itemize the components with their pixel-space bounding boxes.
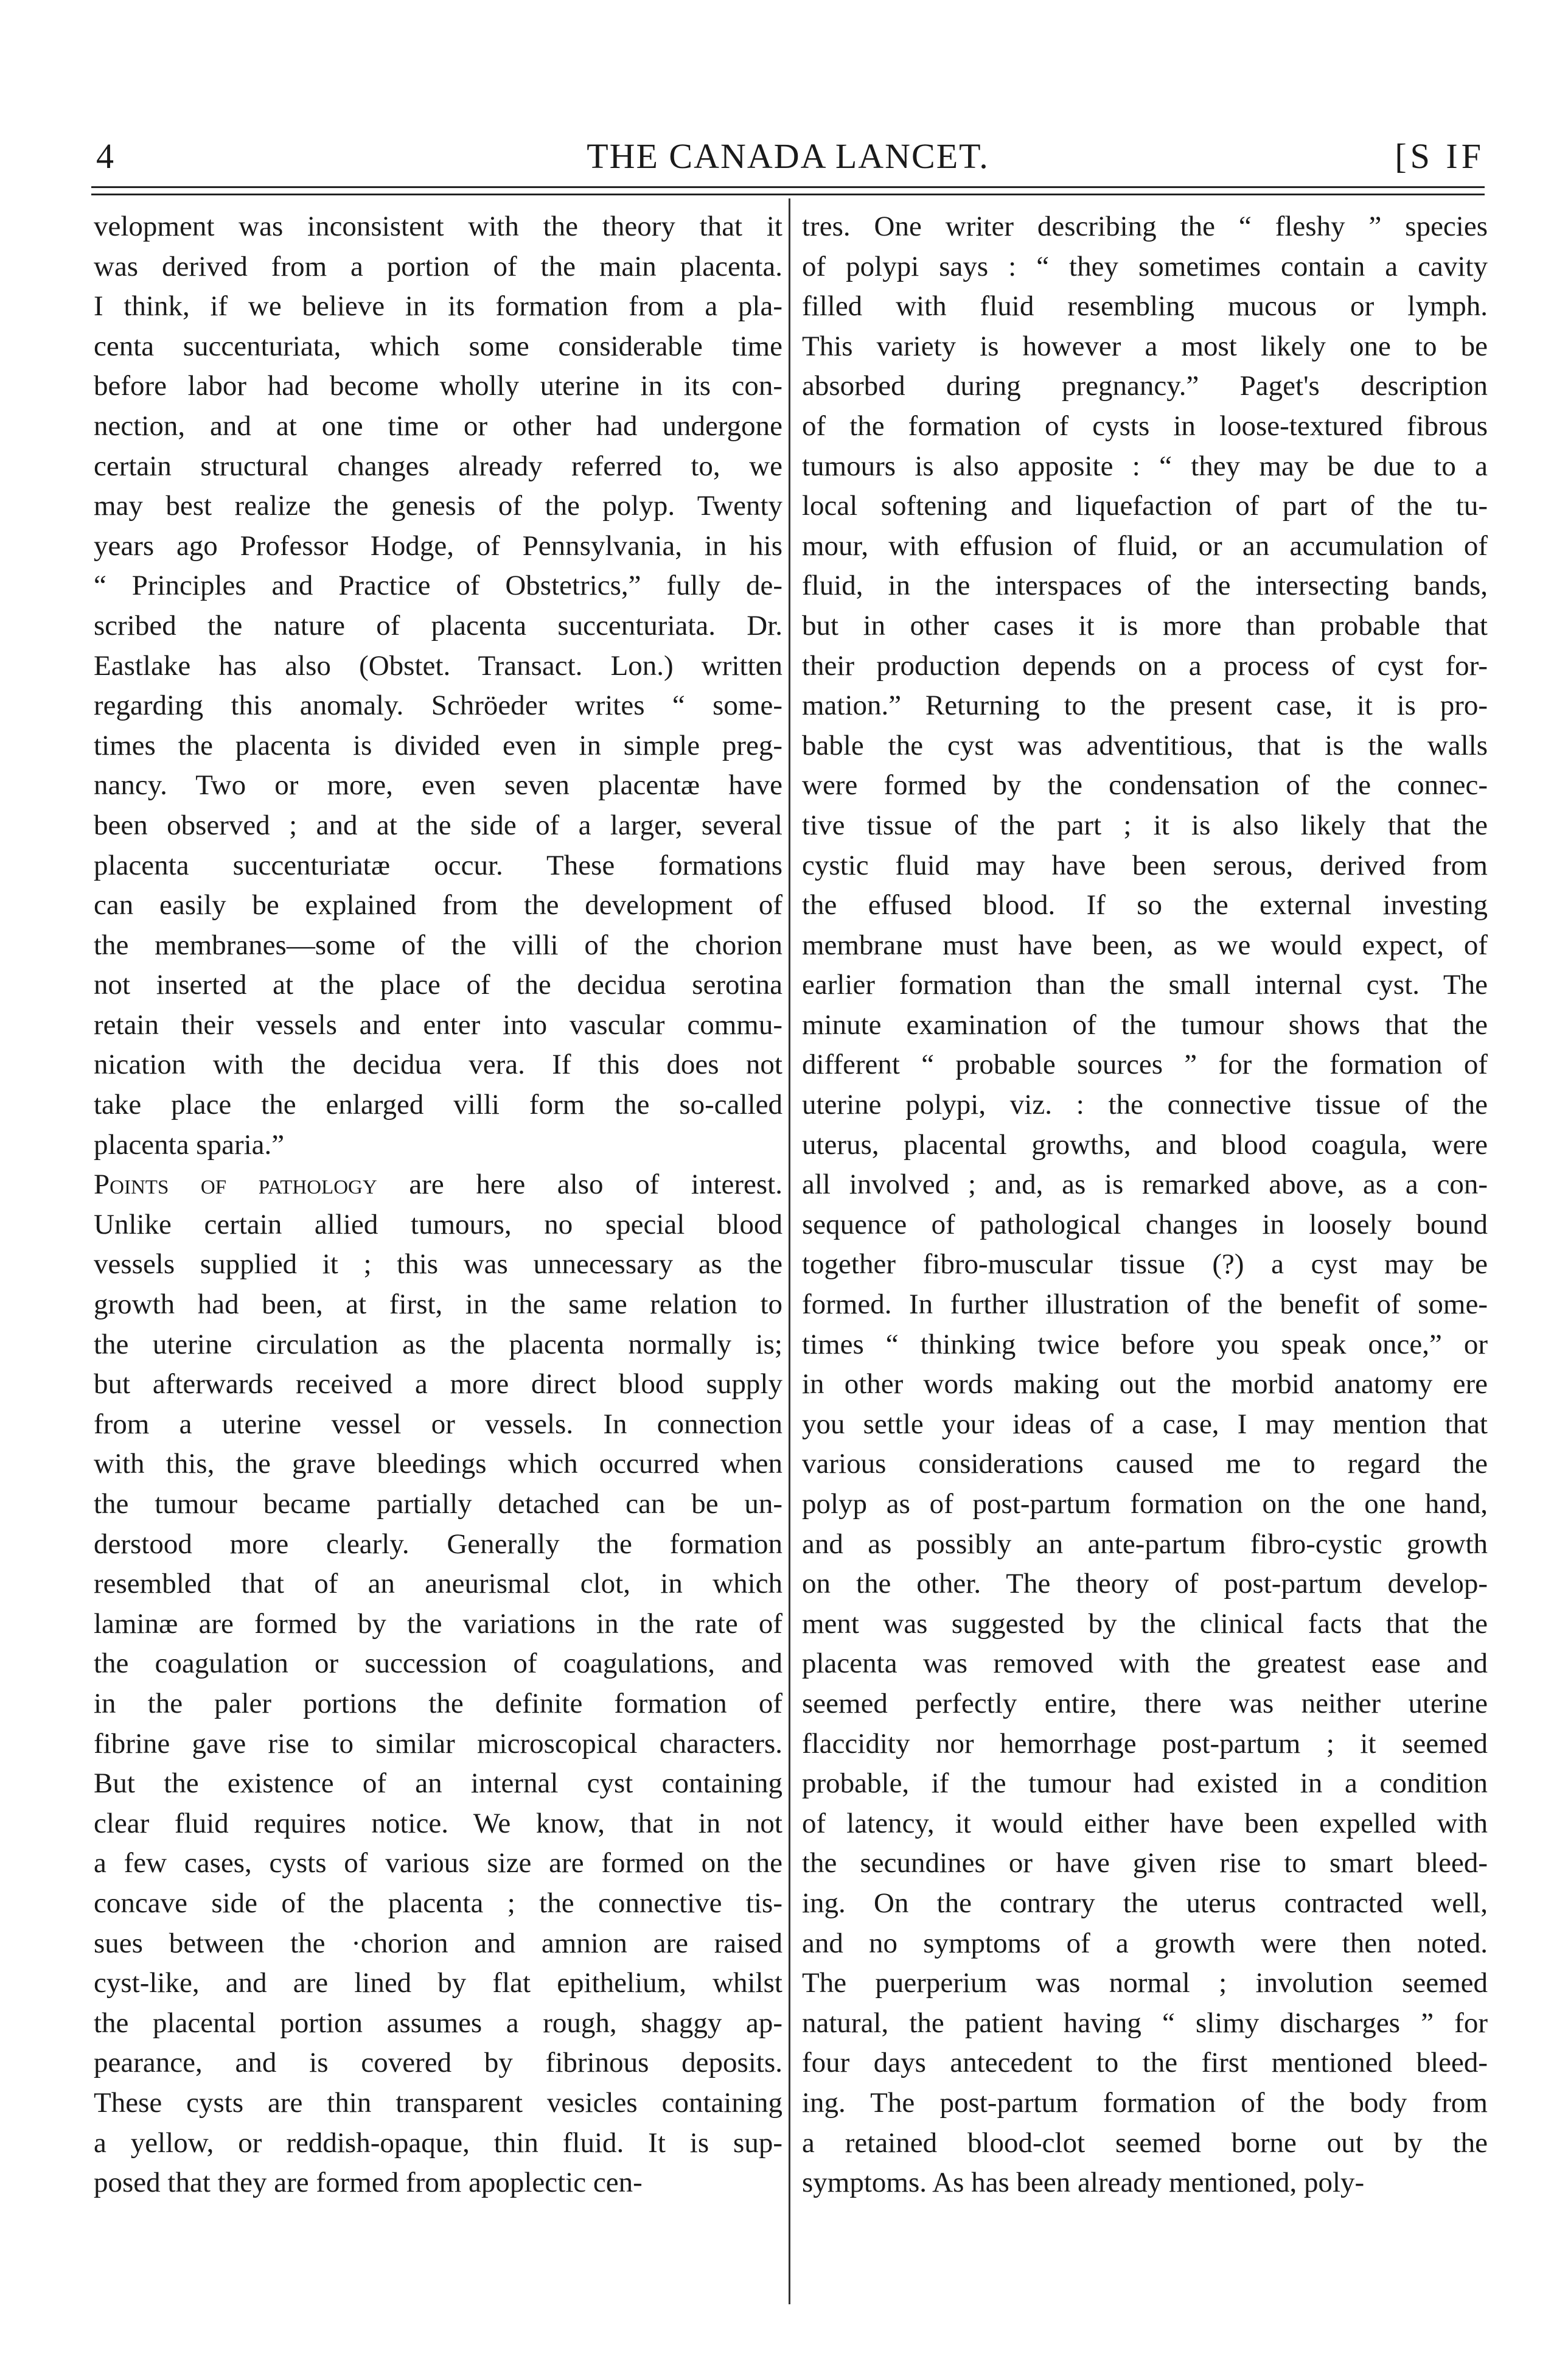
header-right-mark: [S IF	[1395, 136, 1485, 176]
text-line: take place the enlarged villi form the so-called	[94, 1089, 782, 1121]
text-line: I think, if we believe in its formation from a pla-	[94, 290, 782, 323]
text-line: growth had been, at first, in the same relation to	[94, 1288, 782, 1321]
text-line: earlier formation than the small internal cyst. The	[802, 969, 1488, 1001]
text-line: retain their vessels and enter into vascular commu-	[94, 1008, 782, 1041]
text-line: years ago Professor Hodge, of Pennsylvania, in his	[94, 530, 782, 562]
text-line: concave side of the placenta ; the connective tis-	[94, 1887, 782, 1919]
journal-title: THE CANADA LANCET.	[587, 136, 989, 176]
text-line: ing. On the contrary the uterus contracted well,	[802, 1887, 1488, 1919]
text-line: Eastlake has also (Obstet. Transact. Lon.) written	[94, 649, 782, 682]
text-line: been observed ; and at the side of a larger, several	[94, 809, 782, 841]
text-line: minute examination of the tumour shows that the	[802, 1008, 1488, 1041]
text-line: nancy. Two or more, even seven placentæ have	[94, 769, 782, 802]
text-line: the placental portion assumes a rough, shaggy ap-	[94, 2007, 782, 2039]
text-line: of latency, it would either have been expelled with	[802, 1807, 1488, 1839]
text-line: may best realize the genesis of the polyp. Twenty	[94, 490, 782, 522]
text-line: fluid, in the interspaces of the intersecting bands,	[802, 570, 1488, 602]
text-line: times “ thinking twice before you speak once,” or	[802, 1328, 1488, 1360]
text-line: Points of pathology are here also of interest.	[94, 1169, 782, 1201]
text-line: the membranes—some of the villi of the chorion	[94, 929, 782, 961]
text-line: This variety is however a most likely one to be	[802, 330, 1488, 362]
text-line: certain structural changes already referred to, we	[94, 450, 782, 482]
text-line: not inserted at the place of the decidua serotina	[94, 969, 782, 1001]
text-line: sequence of pathological changes in loosely bound	[802, 1208, 1488, 1240]
text-line: the uterine circulation as the placenta normally is;	[94, 1328, 782, 1360]
text-line: uterine polypi, viz. : the connective tissue of the	[802, 1089, 1488, 1121]
header-rule-top	[91, 186, 1485, 188]
text-line: in other words making out the morbid anatomy ere	[802, 1368, 1488, 1400]
text-line: tive tissue of the part ; it is also likely that the	[802, 809, 1488, 841]
right-column	[802, 207, 1488, 2203]
text-line: These cysts are thin transparent vesicles containing	[94, 2086, 782, 2119]
text-line: in the paler portions the definite formation of	[94, 1687, 782, 1719]
text-line: ment was suggested by the clinical facts that the	[802, 1607, 1488, 1640]
text-line: resembled that of an aneurismal clot, in which	[94, 1568, 782, 1600]
text-line: all involved ; and, as is remarked above, as a con-	[802, 1169, 1488, 1201]
text-line: derstood more clearly. Generally the formation	[94, 1528, 782, 1560]
text-line: laminæ are formed by the variations in the rate of	[94, 1607, 782, 1640]
text-line: probable, if the tumour had existed in a condition	[802, 1767, 1488, 1800]
text-line: cyst-like, and are lined by flat epithelium, whilst	[94, 1967, 782, 1999]
text-line: uterus, placental growths, and blood coagula, were	[802, 1128, 1488, 1161]
text-line: different “ probable sources ” for the formation of	[802, 1049, 1488, 1081]
text-line: times the placenta is divided even in simple preg-	[94, 729, 782, 761]
text-line: regarding this anomaly. Schröeder writes “ some-	[94, 690, 782, 722]
text-line: various considerations caused me to regard the	[802, 1448, 1488, 1480]
text-line: before labor had become wholly uterine in its con-	[94, 370, 782, 402]
text-line: but in other cases it is more than probable that	[802, 609, 1488, 641]
text-line: of the formation of cysts in loose-textured fibrous	[802, 410, 1488, 442]
text-line: together fibro-muscular tissue (?) a cyst may be	[802, 1248, 1488, 1281]
running-header	[91, 135, 1485, 184]
text-line: polyp as of post-partum formation on the one hand,	[802, 1488, 1488, 1520]
text-line: four days antecedent to the first mentioned bleed-	[802, 2047, 1488, 2079]
text-line: sues between the ·chorion and amnion are raised	[94, 1927, 782, 1959]
text-line: their production depends on a process of cyst for-	[802, 649, 1488, 682]
text-line: tumours is also apposite : “ they may be due to a	[802, 450, 1488, 482]
text-line: bable the cyst was adventitious, that is the walls	[802, 729, 1488, 761]
text-line: of polypi says : “ they sometimes contain a cavity	[802, 250, 1488, 282]
text-line: and no symptoms of a growth were then noted.	[802, 1927, 1488, 1959]
text-line: clear fluid requires notice. We know, that in not	[94, 1807, 782, 1839]
text-line: The puerperium was normal ; involution seemed	[802, 1967, 1488, 1999]
text-line: fibrine gave rise to similar microscopical characters.	[94, 1727, 782, 1760]
text-line: a few cases, cysts of various size are formed on the	[94, 1847, 782, 1879]
text-line: but afterwards received a more direct blood supply	[94, 1368, 782, 1400]
text-line: mation.” Returning to the present case, it is pro-	[802, 690, 1488, 722]
text-line: centa succenturiata, which some considerable time	[94, 330, 782, 362]
text-line: a retained blood-clot seemed borne out by the	[802, 2127, 1488, 2159]
text-line: the coagulation or succession of coagulations, and	[94, 1648, 782, 1680]
text-line: “ Principles and Practice of Obstetrics,” fully de-	[94, 570, 782, 602]
text-line: and as possibly an ante-partum fibro-cystic growth	[802, 1528, 1488, 1560]
text-line: mour, with effusion of fluid, or an accumulation of	[802, 530, 1488, 562]
text-line: the tumour became partially detached can be un-	[94, 1488, 782, 1520]
text-line: were formed by the condensation of the connec-	[802, 769, 1488, 802]
text-line: placenta sparia.”	[94, 1128, 285, 1161]
text-line: from a uterine vessel or vessels. In connection	[94, 1408, 782, 1440]
text-line: can easily be explained from the development of	[94, 889, 782, 921]
text-line: But the existence of an internal cyst containing	[94, 1767, 782, 1800]
text-line: velopment was inconsistent with the theory that it	[94, 211, 782, 242]
text-line: on the other. The theory of post-partum develop-	[802, 1568, 1488, 1600]
text-line: you settle your ideas of a case, I may mention that	[802, 1408, 1488, 1440]
column-divider	[789, 198, 790, 2304]
text-line: the secundines or have given rise to smart bleed-	[802, 1847, 1488, 1879]
text-line: tres. One writer describing the “ fleshy ” species	[802, 211, 1488, 242]
text-line: with this, the grave bleedings which occurred when	[94, 1448, 782, 1480]
text-line: a yellow, or reddish-opaque, thin fluid. It is sup-	[94, 2127, 782, 2159]
text-line: formed. In further illustration of the benefit of some-	[802, 1288, 1488, 1321]
text-line: natural, the patient having “ slimy discharges ” for	[802, 2007, 1488, 2039]
text-line: nication with the decidua vera. If this does not	[94, 1049, 782, 1081]
text-line: symptoms. As has been already mentioned, poly-	[802, 2167, 1365, 2199]
text-line: pearance, and is covered by fibrinous deposits.	[94, 2047, 782, 2079]
text-line: Unlike certain allied tumours, no special blood	[94, 1208, 782, 1240]
text-line: placenta was removed with the greatest ease and	[802, 1648, 1488, 1680]
text-line: vessels supplied it ; this was unnecessary as the	[94, 1248, 782, 1281]
page-number: 4	[96, 136, 114, 176]
text-line: cystic fluid may have been serous, derived from	[802, 849, 1488, 881]
text-line: local softening and liquefaction of part of the tu-	[802, 490, 1488, 522]
text-line: filled with fluid resembling mucous or lymph.	[802, 290, 1488, 323]
text-line: flaccidity nor hemorrhage post-partum ; it seemed	[802, 1727, 1488, 1760]
text-line: seemed perfectly entire, there was neither uterine	[802, 1687, 1488, 1719]
header-rule-bottom	[91, 194, 1485, 195]
text-line: posed that they are formed from apoplectic cen-	[94, 2167, 643, 2199]
section-lead-in: Points of pathology	[94, 1169, 377, 1201]
text-line: absorbed during pregnancy.” Paget's description	[802, 370, 1488, 402]
text-line: membrane must have been, as we would expect, of	[802, 929, 1488, 961]
text-line: nection, and at one time or other had undergone	[94, 410, 782, 442]
text-line: was derived from a portion of the main placenta.	[94, 250, 782, 282]
text-line: placenta succenturiatæ occur. These formations	[94, 849, 782, 881]
left-column	[94, 207, 782, 2203]
text-line: scribed the nature of placenta succenturiata. Dr.	[94, 609, 782, 641]
text-line: ing. The post-partum formation of the body from	[802, 2086, 1488, 2119]
text-line: the effused blood. If so the external investing	[802, 889, 1488, 921]
